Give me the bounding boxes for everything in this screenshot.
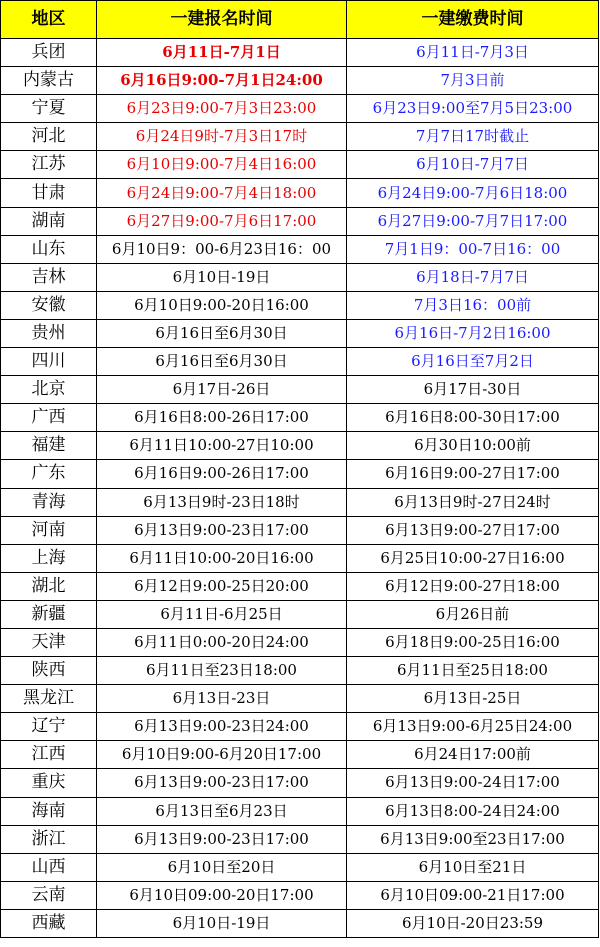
payment-time-cell: 6月13日-25日 xyxy=(347,685,599,713)
payment-time-cell: 6月13日9:00至23日17:00 xyxy=(347,825,599,853)
table-row xyxy=(1,432,599,460)
region-cell: 山西 xyxy=(1,853,97,881)
payment-time-cell: 6月11日-7月3日 xyxy=(347,39,599,67)
region-cell: 陕西 xyxy=(1,657,97,685)
region-cell: 青海 xyxy=(1,488,97,516)
region-cell: 天津 xyxy=(1,628,97,656)
signup-time-cell: 6月16日8:00-26日17:00 xyxy=(97,404,347,432)
payment-time-cell: 6月24日17:00前 xyxy=(347,741,599,769)
payment-time-cell: 6月17日-30日 xyxy=(347,376,599,404)
region-cell: 甘肃 xyxy=(1,179,97,207)
payment-time-cell: 6月16日9:00-27日17:00 xyxy=(347,460,599,488)
signup-time-cell: 6月11日0:00-20日24:00 xyxy=(97,628,347,656)
region-cell: 湖北 xyxy=(1,572,97,600)
region-cell: 浙江 xyxy=(1,825,97,853)
payment-time-cell: 6月18日-7月7日 xyxy=(347,263,599,291)
payment-time-cell: 6月10日-7月7日 xyxy=(347,151,599,179)
table-row xyxy=(1,235,599,263)
region-cell: 江西 xyxy=(1,741,97,769)
payment-time-cell: 7月3日前 xyxy=(347,67,599,95)
region-cell: 广西 xyxy=(1,404,97,432)
region-cell: 广东 xyxy=(1,460,97,488)
table-row xyxy=(1,657,599,685)
region-cell: 内蒙古 xyxy=(1,67,97,95)
signup-time-cell: 6月10日9：00-6月23日16：00 xyxy=(97,235,347,263)
table-row xyxy=(1,600,599,628)
table-row xyxy=(1,797,599,825)
payment-time-cell: 6月26日前 xyxy=(347,600,599,628)
table-row xyxy=(1,460,599,488)
table-row xyxy=(1,151,599,179)
table-row xyxy=(1,488,599,516)
region-cell: 海南 xyxy=(1,797,97,825)
payment-time-cell: 6月30日10:00前 xyxy=(347,432,599,460)
signup-time-cell: 6月10日9:00-6月20日17:00 xyxy=(97,741,347,769)
payment-time-cell: 6月13日9:00-6月25日24:00 xyxy=(347,713,599,741)
signup-time-cell: 6月13日-23日 xyxy=(97,685,347,713)
signup-time-cell: 6月13日9:00-23日24:00 xyxy=(97,713,347,741)
signup-time-cell: 6月13日至6月23日 xyxy=(97,797,347,825)
payment-time-cell: 7月1日9：00-7日16：00 xyxy=(347,235,599,263)
signup-time-cell: 6月10日-19日 xyxy=(97,909,347,937)
table-row xyxy=(1,404,599,432)
header-payment-time: 一建缴费时间 xyxy=(347,1,599,39)
payment-time-cell: 6月16日至7月2日 xyxy=(347,348,599,376)
table-row xyxy=(1,909,599,937)
signup-time-cell: 6月16日9:00-7月1日24:00 xyxy=(97,67,347,95)
signup-time-cell: 6月13日9:00-23日17:00 xyxy=(97,825,347,853)
header-signup-time: 一建报名时间 xyxy=(97,1,347,39)
region-cell: 四川 xyxy=(1,348,97,376)
region-cell: 黑龙江 xyxy=(1,685,97,713)
signup-time-cell: 6月24日9:00-7月4日18:00 xyxy=(97,179,347,207)
signup-time-cell: 6月16日至6月30日 xyxy=(97,319,347,347)
payment-time-cell: 6月10日至21日 xyxy=(347,853,599,881)
payment-time-cell: 6月24日9:00-7月6日18:00 xyxy=(347,179,599,207)
region-cell: 重庆 xyxy=(1,769,97,797)
table-row xyxy=(1,95,599,123)
table-row xyxy=(1,516,599,544)
signup-time-cell: 6月27日9:00-7月6日17:00 xyxy=(97,207,347,235)
payment-time-cell: 6月12日9:00-27日18:00 xyxy=(347,572,599,600)
payment-time-cell: 6月13日9:00-27日17:00 xyxy=(347,516,599,544)
region-cell: 河南 xyxy=(1,516,97,544)
payment-time-cell: 6月13日9:00-24日17:00 xyxy=(347,769,599,797)
table-header xyxy=(1,1,599,39)
payment-time-cell: 6月16日8:00-30日17:00 xyxy=(347,404,599,432)
payment-time-cell: 6月23日9:00至7月5日23:00 xyxy=(347,95,599,123)
signup-time-cell: 6月10日9:00-20日16:00 xyxy=(97,291,347,319)
payment-time-cell: 6月13日8:00-24日24:00 xyxy=(347,797,599,825)
region-cell: 云南 xyxy=(1,881,97,909)
signup-time-cell: 6月11日10:00-20日16:00 xyxy=(97,544,347,572)
region-cell: 辽宁 xyxy=(1,713,97,741)
region-cell: 安徽 xyxy=(1,291,97,319)
table-row xyxy=(1,713,599,741)
signup-time-cell: 6月13日9:00-23日17:00 xyxy=(97,516,347,544)
payment-time-cell: 6月10日09:00-21日17:00 xyxy=(347,881,599,909)
signup-time-cell: 6月13日9时-23日18时 xyxy=(97,488,347,516)
region-cell: 新疆 xyxy=(1,600,97,628)
region-cell: 贵州 xyxy=(1,319,97,347)
header-region: 地区 xyxy=(1,1,97,39)
payment-time-cell: 6月11日至25日18:00 xyxy=(347,657,599,685)
payment-time-cell: 6月25日10:00-27日16:00 xyxy=(347,544,599,572)
table-row xyxy=(1,319,599,347)
payment-time-cell: 6月16日-7月2日16:00 xyxy=(347,319,599,347)
region-cell: 河北 xyxy=(1,123,97,151)
region-cell: 江苏 xyxy=(1,151,97,179)
signup-time-cell: 6月11日10:00-27日10:00 xyxy=(97,432,347,460)
payment-time-cell: 6月18日9:00-25日16:00 xyxy=(347,628,599,656)
signup-time-cell: 6月10日9:00-7月4日16:00 xyxy=(97,151,347,179)
header-row xyxy=(1,1,599,39)
signup-time-cell: 6月12日9:00-25日20:00 xyxy=(97,572,347,600)
signup-time-cell: 6月17日-26日 xyxy=(97,376,347,404)
signup-time-cell: 6月11日至23日18:00 xyxy=(97,657,347,685)
table-row xyxy=(1,769,599,797)
table-row xyxy=(1,376,599,404)
signup-time-cell: 6月11日-7月1日 xyxy=(97,39,347,67)
region-cell: 福建 xyxy=(1,432,97,460)
table-row xyxy=(1,348,599,376)
table-row xyxy=(1,179,599,207)
table-row xyxy=(1,544,599,572)
table-body xyxy=(1,39,599,938)
region-cell: 北京 xyxy=(1,376,97,404)
table-row xyxy=(1,123,599,151)
signup-time-cell: 6月10日09:00-20日17:00 xyxy=(97,881,347,909)
table-row xyxy=(1,572,599,600)
payment-time-cell: 6月10日-20日23:59 xyxy=(347,909,599,937)
region-cell: 山东 xyxy=(1,235,97,263)
table-row xyxy=(1,741,599,769)
region-cell: 上海 xyxy=(1,544,97,572)
table-row xyxy=(1,825,599,853)
signup-time-cell: 6月10日至20日 xyxy=(97,853,347,881)
signup-time-cell: 6月11日-6月25日 xyxy=(97,600,347,628)
payment-time-cell: 7月7日17时截止 xyxy=(347,123,599,151)
table-row xyxy=(1,39,599,67)
table-row xyxy=(1,207,599,235)
signup-time-cell: 6月24日9时-7月3日17时 xyxy=(97,123,347,151)
payment-time-cell: 7月3日16：00前 xyxy=(347,291,599,319)
region-cell: 西藏 xyxy=(1,909,97,937)
payment-time-cell: 6月13日9时-27日24时 xyxy=(347,488,599,516)
table-row xyxy=(1,67,599,95)
table-row xyxy=(1,263,599,291)
table-row xyxy=(1,685,599,713)
table-row xyxy=(1,853,599,881)
region-cell: 宁夏 xyxy=(1,95,97,123)
signup-time-cell: 6月13日9:00-23日17:00 xyxy=(97,769,347,797)
region-cell: 湖南 xyxy=(1,207,97,235)
table-row xyxy=(1,291,599,319)
region-cell: 兵团 xyxy=(1,39,97,67)
signup-time-cell: 6月10日-19日 xyxy=(97,263,347,291)
region-cell: 吉林 xyxy=(1,263,97,291)
signup-time-cell: 6月23日9:00-7月3日23:00 xyxy=(97,95,347,123)
table-row xyxy=(1,628,599,656)
table-row xyxy=(1,881,599,909)
payment-time-cell: 6月27日9:00-7月7日17:00 xyxy=(347,207,599,235)
signup-time-cell: 6月16日9:00-26日17:00 xyxy=(97,460,347,488)
signup-time-cell: 6月16日至6月30日 xyxy=(97,348,347,376)
